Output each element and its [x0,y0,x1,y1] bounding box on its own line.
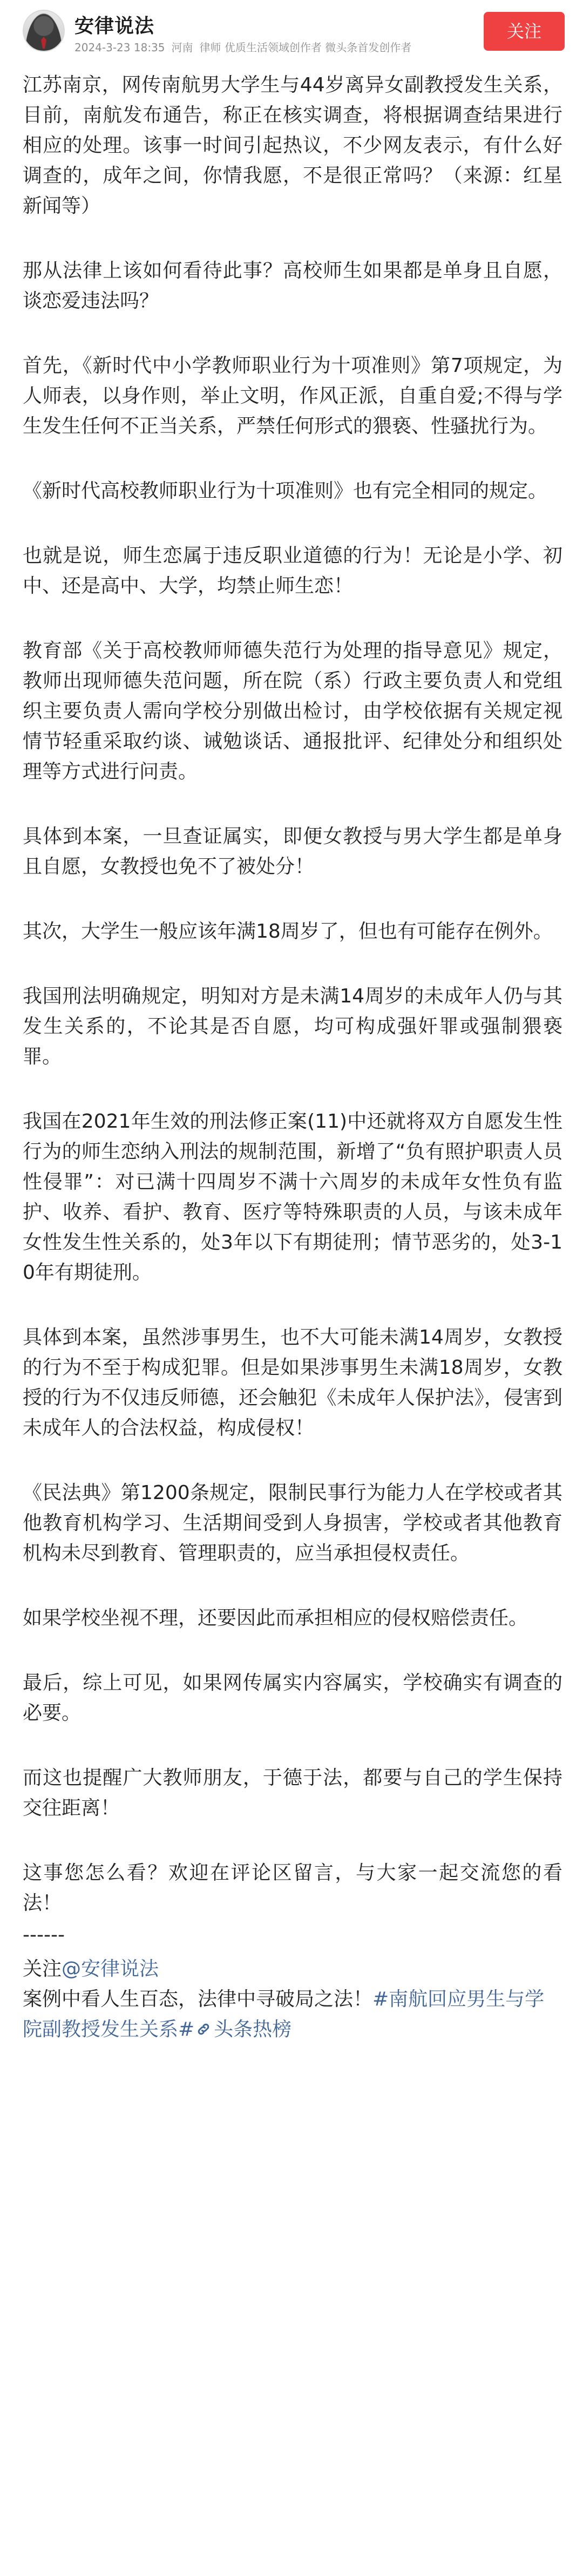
paragraph-8: 其次，大学生一般应该年满18周岁了，但也有可能存在例外。 [23,920,553,943]
hot-list-label: 头条热榜 [214,2018,292,2041]
hot-list-link[interactable] [194,2018,292,2041]
author-meta [74,39,418,55]
paragraph-14: 最后，综上可见，如果网传属实内容属实，学校确实有调查的必要。 [23,1672,562,1724]
paragraph-12: 《民法典》第1200条规定，限制民事行为能力人在学校或者其他教育机构学习、生活期间受到人身损害，学校或者其他教育机构未尽到教育、管理职责的，应当承担侵权责任。 [23,1482,562,1564]
paragraph-3: 首先，《新时代中小学教师职业行为十项准则》第7项规定，为人师表，以身作则，举止文明，作风正派，自重自爱;不得与学生发生任何不正当关系，严禁任何形式的猥亵、性骚扰行为。 [23,355,562,437]
post-location: 河南 [171,41,193,54]
paragraph-9: 我国刑法明确规定，明知对方是未满14周岁的未成年人仍与其发生关系的，不论其是否自愿，均可构成强奸罪或强制猥亵罪。 [23,985,562,1068]
paragraph-2: 那从法律上该如何看待此事？高校师生如果都是单身且自愿，谈恋爱违法吗？ [23,260,562,312]
paragraph-6: 教育部《关于高校教师师德失范行为处理的指导意见》规定，教师出现师德失范问题，所在院（系）行政主要负责人和党组织主要负责人需向学校分别做出检讨，由学校依据有关规定视情节轻重采取约谈、诫勉谈话、通报批评、纪律处分和组织处理等方式进行问责。 [23,640,562,783]
post-date-time: 2024-3-23 18:35 [74,41,165,54]
text-divider: ------ [23,1924,65,1946]
link-hot-icon [195,2021,212,2037]
follow-button[interactable]: 关注 [484,12,565,51]
tagline-text: 案例中看人生百态，法律中寻破局之法！ [23,1988,373,2010]
follow-line [23,1954,562,1984]
paragraph-5: 也就是说，师生恋属于违反职业道德的行为！无论是小学、初中、还是高中、大学，均禁止师生恋！ [23,545,562,597]
paragraph-4: 《新时代高校教师职业行为十项准则》也有完全相同的规定。 [23,480,548,502]
author-name[interactable]: 安律说法 [74,15,155,37]
author-mention-link[interactable]: @安律说法 [62,1958,159,1980]
hashtag-link[interactable]: #南航回应男生与学院副教授发生关系# [23,1988,545,2041]
paragraph-11: 具体到本案，虽然涉事男生，也不大可能未满14周岁，女教授的行为不至于构成犯罪。但是如果涉事男生未满18周岁，女教授的行为不仅违反师德，还会触犯《未成年人保护法》，侵害到未成年人的合法权益，构成侵权！ [23,1326,562,1439]
follow-prefix: 关注 [23,1958,62,1980]
tagline-line [23,1984,562,2045]
post-header [0,0,583,64]
author-tags: 律师 优质生活领域创作者 微头条首发创作者 [199,41,412,54]
avatar-tie-shape [41,37,46,49]
paragraph-10: 我国在2021年生效的刑法修正案(11)中还就将双方自愿发生性行为的师生恋纳入刑法的规制范围，新增了“负有照护职责人员性侵罪”：对已满十四周岁不满十六周岁的未成年女性负有监护、收养、看护、教育、医疗等特殊职责的人员，与该未成年女性发生性关系的，处3年以下有期徒刑；情节恶劣的，处3-10年有期徒刑。 [23,1110,562,1284]
paragraph-16: 这事您怎么看？欢迎在评论区留言，与大家一起交流您的看法！ [23,1862,562,1914]
paragraph-15: 而这也提醒广大教师朋友，于德于法，都要与自己的学生保持交往距离！ [23,1767,562,1819]
paragraph-7: 具体到本案，一旦查证属实，即便女教授与男大学生都是单身且自愿，女教授也免不了被处分！ [23,825,562,878]
paragraph-13: 如果学校坐视不理，还要因此而承担相应的侵权赔偿责任。 [23,1607,528,1629]
author-avatar[interactable] [23,10,65,52]
article-body [23,70,562,2045]
paragraph-1: 江苏南京，网传南航男大学生与44岁离异女副教授发生关系，目前，南航发布通告，称正在核实调查，将根据调查结果进行相应的处理。该事一时间引起热议，不少网友表示，有什么好调查的，成年之间，你情我愿，不是很正常吗？（来源：红星新闻等） [23,74,562,217]
